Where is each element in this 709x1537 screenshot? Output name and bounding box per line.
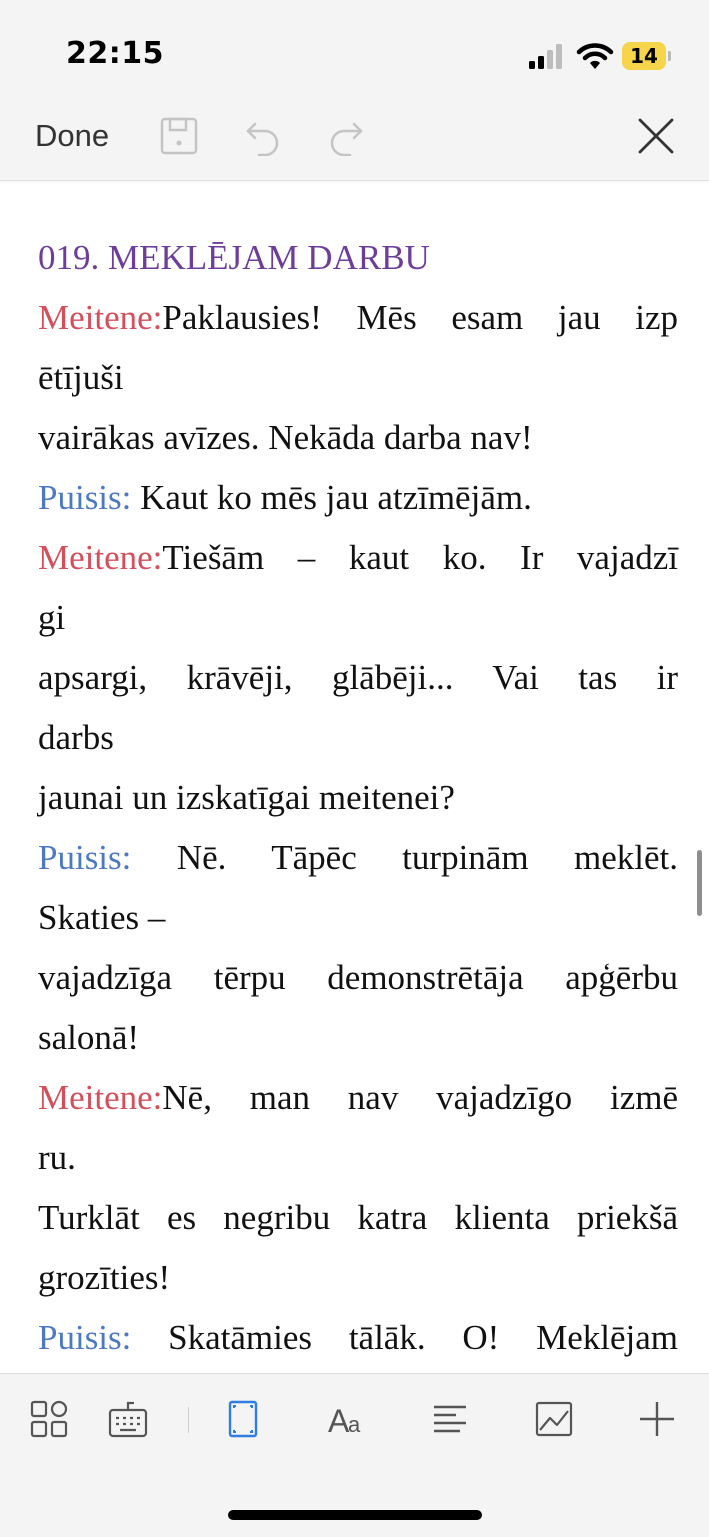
line-text: Turklāt es negribu katra klienta priekšā: [38, 1198, 678, 1237]
document-title: 019. MEKLĒJAM DARBU: [38, 238, 430, 277]
dialogue-line: [38, 528, 678, 588]
dialogue-line: [38, 1068, 678, 1128]
speaker-puisis: Puisis:: [38, 838, 132, 877]
home-indicator[interactable]: [228, 1510, 482, 1520]
line-text: Skatāmies tālāk. O! Meklējam: [131, 1318, 678, 1357]
editor-toolbar: [0, 104, 709, 181]
battery-icon: [622, 42, 670, 70]
speaker-meitene: Meitene:: [38, 538, 163, 577]
status-bar: [0, 0, 709, 104]
line-text: Skaties –: [38, 898, 166, 937]
dialogue-line: [38, 288, 678, 348]
line-text: Paklausies! Mēs esam jau izp: [162, 298, 678, 337]
scroll-indicator[interactable]: [697, 850, 702, 916]
line-text: ru.: [38, 1138, 76, 1177]
line-text: darbs: [38, 718, 114, 757]
speaker-puisis: Puisis:: [38, 478, 132, 517]
line-text: jaunai un izskatīgai meitenei?: [38, 778, 455, 817]
line-text: vairākas avīzes. Nekāda darba nav!: [38, 418, 533, 457]
line-text: apsargi, krāvēji, glābēji... Vai tas ir: [38, 658, 678, 697]
document-body[interactable]: [38, 228, 678, 1368]
speaker-meitene: Meitene:: [38, 1078, 163, 1117]
line-text: vajadzīga tērpu demonstrētāja apģērbu: [38, 958, 678, 997]
page-frame-icon[interactable]: [223, 1399, 263, 1439]
line-text: gi: [38, 598, 66, 637]
dialogue-line: [38, 828, 678, 888]
plus-icon[interactable]: [637, 1399, 677, 1439]
wifi-icon: [576, 41, 614, 71]
done-button[interactable]: Done: [35, 118, 110, 153]
line-text: Kaut ko mēs jau atzīmējām.: [131, 478, 532, 517]
line-text: ētījuši: [38, 358, 124, 397]
speaker-puisis: Puisis:: [38, 1318, 132, 1357]
speaker-meitene: Meitene:: [38, 298, 163, 337]
keyboard-icon[interactable]: [108, 1399, 148, 1439]
svg-text:A: A: [328, 1403, 350, 1439]
save-icon[interactable]: [159, 116, 199, 156]
font-icon[interactable]: [327, 1399, 367, 1439]
signal-icon: [528, 44, 566, 70]
line-text: Tiešām – kaut ko. Ir vajadzī: [162, 538, 678, 577]
svg-text:a: a: [348, 1412, 361, 1437]
image-icon[interactable]: [534, 1399, 574, 1439]
redo-icon[interactable]: [326, 116, 366, 156]
undo-icon[interactable]: [243, 116, 283, 156]
battery-level: 14: [630, 44, 658, 68]
line-text: salonā!: [38, 1018, 140, 1057]
close-icon[interactable]: [636, 116, 676, 156]
line-text: grozīties!: [38, 1258, 171, 1297]
line-text: Nē, man nav vajadzīgo izmē: [162, 1078, 678, 1117]
dialogue-line: [38, 1308, 678, 1368]
paragraph-align-icon[interactable]: [430, 1399, 470, 1439]
bottom-toolbar: [0, 1373, 709, 1537]
line-text: Nē. Tāpēc turpinām meklēt.: [131, 838, 678, 877]
grid-icon[interactable]: [29, 1399, 69, 1439]
dialogue-line: [38, 468, 678, 528]
toolbar-divider: [188, 1407, 189, 1433]
status-time: 22:15: [66, 36, 164, 71]
